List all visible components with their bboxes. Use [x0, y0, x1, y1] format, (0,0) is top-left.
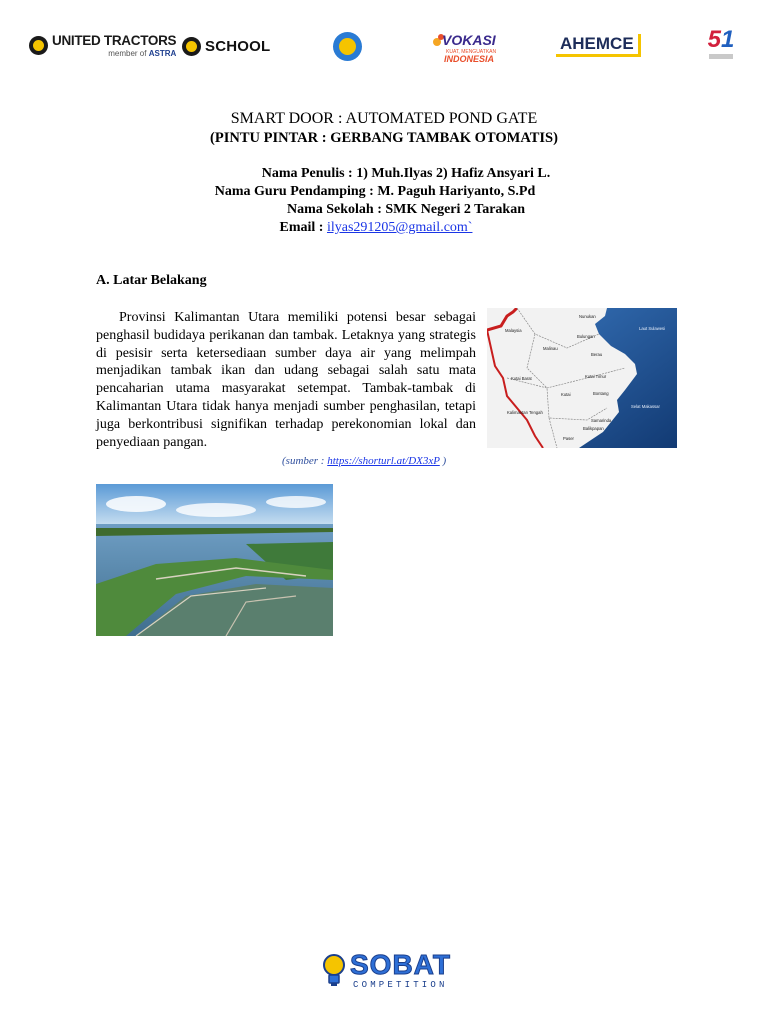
source-link[interactable]: https://shorturl.at/DX3xP: [327, 455, 440, 467]
map-label: Malaysia: [505, 328, 522, 333]
vokasi-logo: [430, 28, 500, 66]
map-label: Samarinda: [591, 418, 612, 423]
kemendikbud-emblem-icon: [333, 32, 362, 61]
fish-pond-aerial-photo: [96, 484, 333, 636]
fifty-one-anniversary-logo: 51: [705, 26, 737, 66]
united-tractors-logo: [29, 34, 176, 58]
header-logo-bar: [0, 26, 768, 70]
sobat-competition-logo: [320, 950, 460, 992]
map-label: Kutai: [561, 392, 571, 397]
author-line: Nama Penulis : 1) Muh.Ilyas 2) Hafiz Ansyari L.: [261, 166, 551, 181]
image-source-caption: (sumber : https://shorturl.at/DX3xP ): [282, 455, 447, 467]
ut-school-logo: SCHOOL: [182, 37, 270, 56]
svg-text:KUAT, MENGUATKAN: KUAT, MENGUATKAN: [446, 49, 497, 55]
svg-text:VOKASI: VOKASI: [442, 32, 496, 48]
map-label: Laut Sulawesi: [639, 326, 666, 331]
map-label: Bulungan: [577, 334, 595, 339]
svg-text:INDONESIA: INDONESIA: [444, 54, 495, 64]
ahemce-logo: AHEMCE: [556, 34, 641, 57]
map-label: Bontang: [593, 391, 609, 396]
ut-emblem-icon: [29, 36, 48, 55]
united-tractors-title: UNITED TRACTORS: [52, 33, 177, 48]
teacher-line: Nama Guru Pendamping : M. Paguh Hariyanto, S.Pd: [214, 184, 536, 199]
map-label: Malinau: [543, 346, 558, 351]
section-heading: A. Latar Belakang: [96, 273, 207, 288]
document-subtitle: (PINTU PINTAR : GERBANG TAMBAK OTOMATIS): [210, 130, 558, 146]
document-title: SMART DOOR : AUTOMATED POND GATE: [230, 110, 538, 127]
email-line: Email : ilyas291205@gmail.com`: [279, 220, 473, 235]
map-label: Balikpapan: [583, 426, 604, 431]
map-label: Nunukan: [579, 314, 596, 319]
email-link[interactable]: ilyas291205@gmail.com`: [326, 220, 473, 235]
map-label: Selat Makassar: [631, 404, 660, 409]
ut-school-emblem-icon: [182, 37, 201, 56]
map-label: Berau: [591, 352, 603, 357]
map-label: Kutai Barat: [511, 376, 532, 381]
lightbulb-icon: [322, 952, 346, 988]
background-paragraph: Provinsi Kalimantan Utara memiliki potensi besar sebagai penghasil budidaya perikanan dan tambak. Letaknya yang strategis di pesisir serta ketersediaan sumber daya air yang melimpah menjadikan tambak ikan dan udang sebagai salah satu mata pencaharian utama masyarakat setempat. Tambak-tambak di Kalimantan Utara tidak hanya menjadi sumber penghasilan, tetapi juga berkontribusi signifikan terhadap perekonomian lokal dan penyediaan pangan.: [96, 310, 476, 450]
north-kalimantan-map-image: [487, 308, 677, 448]
map-label: Kalimantan Tengah: [507, 410, 543, 415]
school-line: Nama Sekolah : SMK Negeri 2 Tarakan: [286, 202, 525, 217]
map-label: Paser: [563, 436, 574, 441]
united-tractors-subtitle: member of ASTRA: [108, 48, 177, 58]
sobat-tagline: COMPETITION: [353, 980, 448, 990]
map-label: Kutai Timur: [585, 374, 607, 379]
sobat-brand-text: SOBAT: [350, 949, 451, 980]
